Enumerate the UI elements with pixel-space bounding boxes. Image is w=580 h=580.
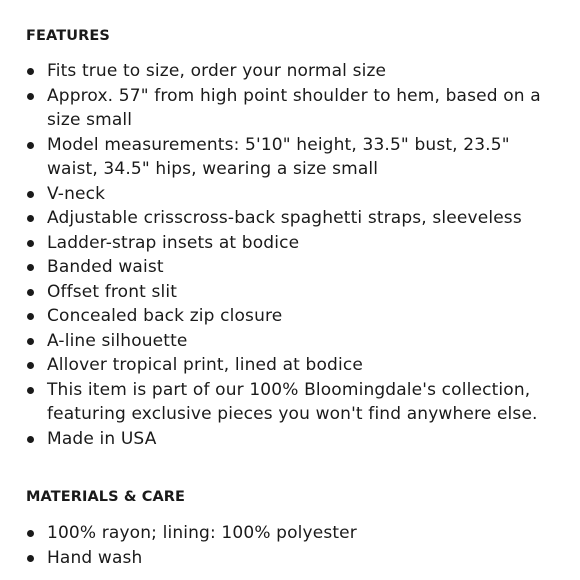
features-heading: FEATURES [26,28,110,44]
list-item [26,304,561,329]
list-item-text: Hand wash [47,547,143,568]
list-item-text: V-neck [47,183,106,204]
bullet-icon [27,338,34,345]
list-item-text: A-line silhouette [47,330,188,351]
bullet-icon [27,555,34,562]
list-item-text: Banded waist [47,257,164,277]
list-item-text: Offset front slit [47,281,178,302]
bullet-icon [27,191,34,198]
list-item [26,546,561,571]
list-item [26,521,561,546]
list-item-text: Ladder-strap insets at bodice [47,232,300,253]
list-item [26,231,561,256]
list-item-text: Approx. 57" from high point shoulder to hem, based on a size small [47,85,541,130]
list-item-text: This item is part of our 100% Bloomingdale's collection, featuring exclusive pieces you won't find anywhere else. [47,379,538,424]
features-list [26,59,561,451]
bullet-icon [27,215,34,222]
list-item-text: Concealed back zip closure [47,306,283,326]
list-item [26,182,561,207]
list-item [26,133,561,182]
materials-heading: MATERIALS & CARE [26,489,186,505]
list-item [26,84,561,133]
bullet-icon [27,289,34,296]
list-item [26,59,561,84]
list-item [26,255,561,280]
bullet-icon [27,68,34,75]
list-item-text: Model measurements: 5'10" height, 33.5" bust, 23.5" waist, 34.5" hips, wearing a size small [47,134,510,179]
bullet-icon [27,387,34,394]
list-item-text: Adjustable crisscross-back spaghetti straps, sleeveless [47,208,522,228]
bullet-icon [27,530,34,537]
list-item [26,206,561,231]
list-item-text: Allover tropical print, lined at bodice [47,355,363,375]
list-item-text: 100% rayon; lining: 100% polyester [47,523,357,543]
bullet-icon [27,313,34,320]
list-item [26,329,561,354]
list-item-text: Made in USA [47,428,157,449]
materials-list [26,521,561,570]
bullet-icon [27,93,34,100]
bullet-icon [27,362,34,369]
list-item [26,427,561,452]
list-item [26,378,561,427]
bullet-icon [27,142,34,149]
list-item-text: Fits true to size, order your normal size [47,61,387,81]
list-item [26,353,561,378]
bullet-icon [27,240,34,247]
list-item [26,280,561,305]
product-details [26,26,561,570]
bullet-icon [27,264,34,271]
bullet-icon [27,436,34,443]
